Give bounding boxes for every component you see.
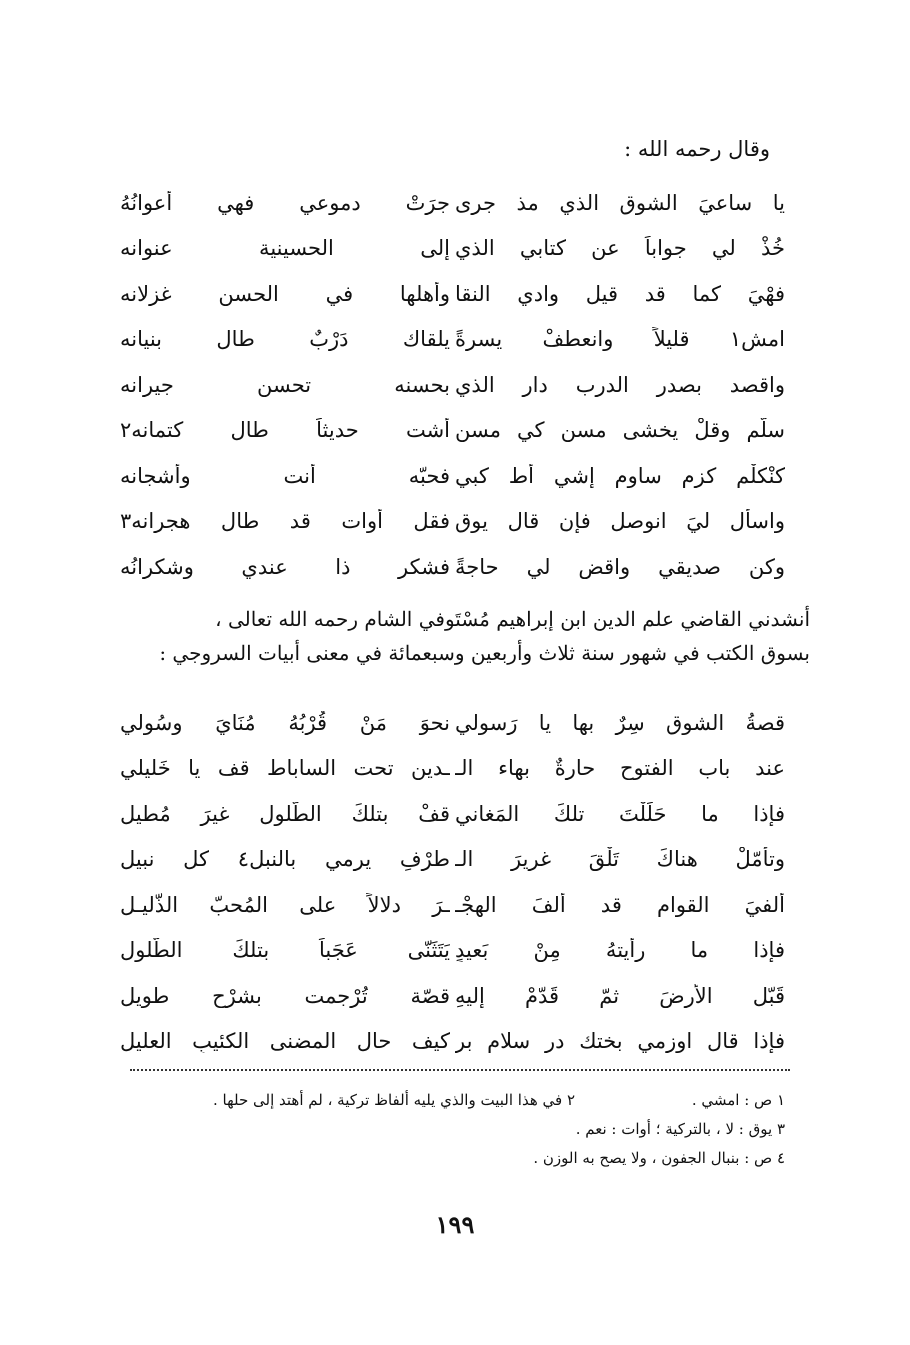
verse-second-hemistich: كيف حال المضنى الكئيبِ العليلِ: [120, 1029, 450, 1054]
verse: [120, 180, 785, 226]
verse-second-hemistich: جرَتْ دموعي فهي أعوانُهُ: [120, 190, 450, 215]
footnote: ٢ في هذا البيت والذي يليه ألفاظ تركية ، لم أهتد إلى حلها .: [212, 1091, 575, 1109]
poem-1: [120, 180, 785, 590]
verse: [120, 544, 785, 590]
verse-second-hemistich: وأهلها في الحسن غزلانه: [120, 281, 450, 306]
verse-first-hemistich: فهْيَ كما قد قيل وادي النقا: [455, 281, 785, 306]
verse-second-hemistich: ـرَ دلالاً على المُحبّ الذّليـلِ: [120, 892, 450, 917]
verse-first-hemistich: امش١ قليلاً وانعطفْ يسرةً: [455, 327, 785, 352]
verse-first-hemistich: وتأمّلْ هناكَ تَلْقَ غريرَ الـ: [455, 847, 785, 872]
verse-first-hemistich: واسأل ليَ انوصل فإن قال يوق: [455, 509, 785, 534]
verse-first-hemistich: قَبّلِ الأرضَ ثمّ قَدّمْ إليهِ: [455, 983, 785, 1008]
prose-line: أنشدني القاضي علم الدين ابن إبراهيم مُسْتَوفي الشام رحمه الله تعالى ،: [215, 607, 810, 631]
verse-first-hemistich: سلّم وقلْ يخشى مسن كي مسن: [455, 418, 785, 443]
verse: [120, 837, 785, 883]
prose-paragraph: [110, 602, 810, 670]
prose-line: بسوق الكتب في شهور سنة ثلاث وأربعين وسبعمائة في معنى أبيات السروجي :: [159, 641, 810, 665]
verse-second-hemistich: أشت حديثاً طال كتمانه٢: [120, 418, 450, 443]
verse-first-hemistich: قصةُ الشوقِ سِرٌ بها يا رَسولي: [455, 710, 785, 735]
footnote: ١ ص : امشي .: [691, 1091, 785, 1109]
footnote-row: [125, 1086, 785, 1115]
verse-second-hemistich: فحبّه أنت وأشجانه: [120, 463, 450, 488]
verse: [120, 271, 785, 317]
verse-second-hemistich: ـدين تحت الساباط قف يا خَليلي: [120, 756, 450, 781]
verse-first-hemistich: عند باب الفتوحِ حارةٌ بهاء الـ: [455, 756, 785, 781]
verse-second-hemistich: يَتَثَنّى عَجَباً بتلكَ الطّلول: [120, 938, 450, 963]
verse-second-hemistich: فشكر ذا عندي وشكرانُه: [120, 554, 450, 579]
verse: [120, 700, 785, 746]
verse: [120, 973, 785, 1019]
verse-first-hemistich: خُذْ لي جواباً عن كتابي الذي: [455, 236, 785, 261]
verse: [120, 928, 785, 974]
verse: [120, 408, 785, 454]
verse: [120, 453, 785, 499]
verse-second-hemistich: نحوَ مَنْ قُرْبُهُ مُنَايَ وسُولي: [120, 710, 450, 735]
footnote-divider: [130, 1069, 790, 1071]
verse: [120, 1019, 785, 1065]
verse-second-hemistich: طرْفِ يرمي بالنبل٤ كل نبيل: [120, 847, 450, 872]
intro-line: وقال رحمه الله :: [624, 137, 770, 161]
verse: [120, 362, 785, 408]
verse-second-hemistich: يلقاك دَرْبٌ طال بنيانه: [120, 327, 450, 352]
verse-second-hemistich: قفْ بتلكَ الطّلول غيرَ مُطيل: [120, 801, 450, 826]
verse-second-hemistich: إلى الحسينية عنوانه: [120, 236, 450, 261]
page-number: ١٩٩: [435, 1210, 475, 1239]
footnote-row: [125, 1144, 785, 1173]
footnotes: [125, 1086, 785, 1173]
verse-first-hemistich: واقصد بصدرِ الدرب دار الذي: [455, 372, 785, 397]
verse: [120, 226, 785, 272]
verse-second-hemistich: فقل أوات قد طال هجرانه٣: [120, 509, 450, 534]
footnote: ٤ ص : بنبال الجفون ، ولا يصح به الوزن .: [533, 1149, 785, 1167]
footnote: ٣ يوق : لا ، بالتركية ؛ أوات : نعم .: [575, 1120, 785, 1138]
verse-first-hemistich: وكن صديقي واقضِ لي حاجةً: [455, 554, 785, 579]
verse: [120, 791, 785, 837]
verse-first-hemistich: يا ساعيَ الشوق الذي مذ جرى: [455, 190, 785, 215]
verse-first-hemistich: كنْكلْم كزم ساوم إشي أط كبي: [455, 463, 785, 488]
verse-first-hemistich: فإذا ما حَلَلْتَ تلكَ المَغاني: [455, 801, 785, 826]
verse-first-hemistich: فإذا ما رأيتهُ مِنْ بَعيدٍ: [455, 938, 785, 963]
verse: [120, 317, 785, 363]
verse-second-hemistich: بحسنه تحسن جيرانه: [120, 372, 450, 397]
verse-first-hemistich: ألفيَ القوامِ قد ألفَ الهجْـ: [455, 892, 785, 917]
verse-second-hemistich: قصّة تُرْجمت بشرْحٍ طويلِ: [120, 983, 450, 1008]
verse: [120, 499, 785, 545]
footnote-row: [125, 1115, 785, 1144]
verse-first-hemistich: فإذا قال اوزمي بختك در سلام بر: [455, 1029, 785, 1054]
verse: [120, 746, 785, 792]
poem-2: [120, 700, 785, 1064]
verse: [120, 882, 785, 928]
